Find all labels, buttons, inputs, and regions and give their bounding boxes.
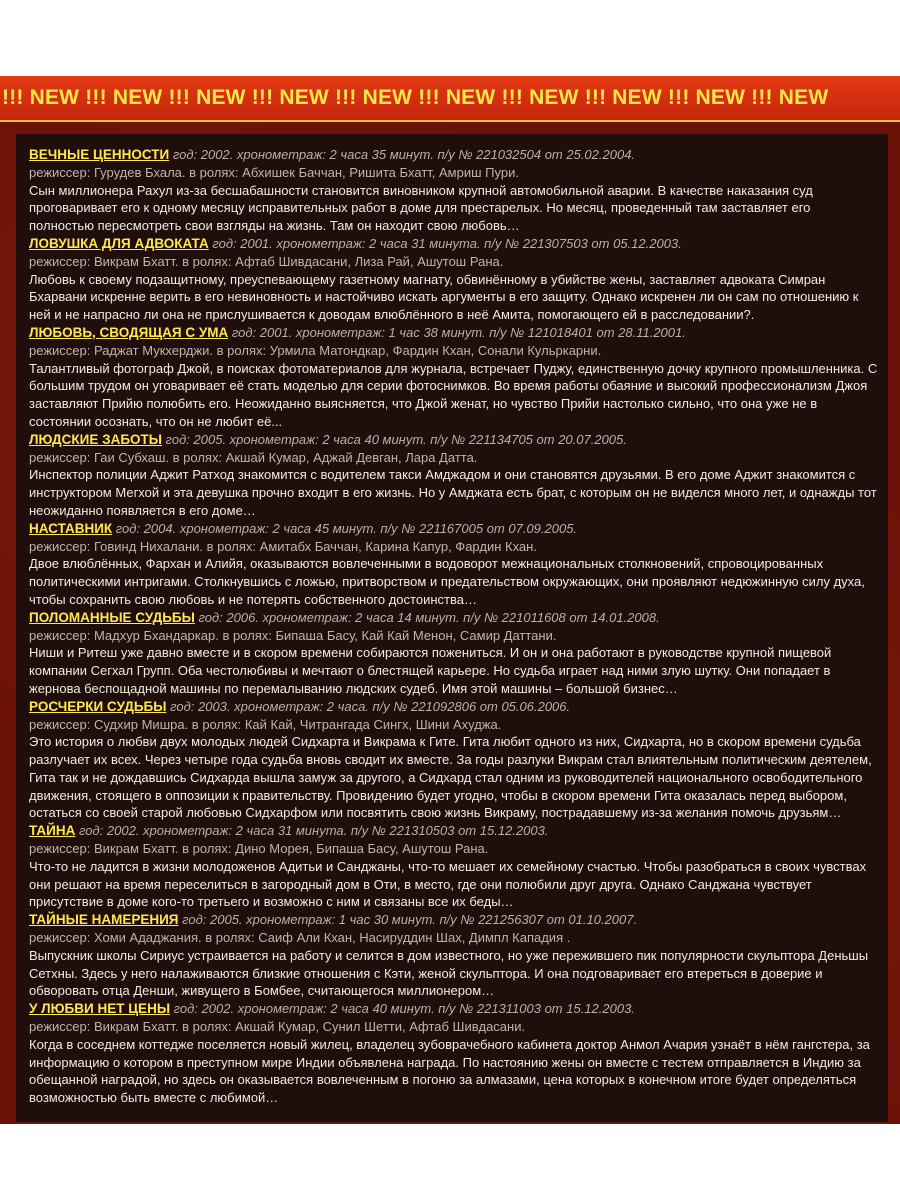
film-cast: режиссер: Викрам Бхатт. в ролях: Акшай Кумар, Сунил Шетти, Афтаб Шивдасани. (29, 1019, 526, 1035)
film-title: ЛЮДСКИЕ ЗАБОТЫ (29, 431, 162, 447)
film-title: ЛОВУШКА ДЛЯ АДВОКАТА (29, 235, 209, 251)
film-entry (29, 146, 878, 235)
film-title: РОСЧЕРКИ СУДЬБЫ (29, 698, 167, 714)
film-description: Ниши и Ритеш уже давно вместе и в скором времени собираются пожениться. И он и она работают в руководстве крупной пищевой компании Сегхал Групп. Оба честолюбивы и мечтают о блестящей карьере. Но судьба играет над ними злую шутку. Они попадает в жернова беспощадной машины по перемалыванию людских судеб. Имя этой машины – большой бизнес… (29, 645, 832, 696)
film-meta: год: 2002. хронометраж: 2 часа 40 минут. п/у № 221311003 от 15.12.2003. (173, 1001, 635, 1017)
film-description: Сын миллионера Рахул из-за бесшабашности становится виновником крупной автомобильной аварии. В качестве наказания суд проговаривает его к одному месяцу исправительных работ в доме для престарелых. Но месяц, проведенный там заставляет его полностью пересмотреть свои взгляды на жизнь. Там он находит свою любовь… (29, 182, 813, 234)
film-description: Когда в соседнем коттедже поселяется новый жилец, владелец зубоврачебного кабинета доктор Анмол Ачария узнаёт в нём гангстера, за информацию о котором в преступном мире Индии объявлена награда. По настоянию жены он вместе с тестем отправляется в Индию за обещанной наградой, но здесь он оказывается вовлеченным в погоню за алмазами, цена которых в конечном итоге будет определяться возможностью быть вместе с любимой… (29, 1036, 870, 1106)
film-meta: год: 2003. хронометраж: 2 часа. п/у № 221092806 от 05.06.2006. (170, 698, 571, 714)
film-meta: год: 2001. хронометраж: 1 час 38 минут. п/у № 121018401 от 28.11.2001. (231, 324, 686, 340)
film-description: Выпускник школы Сириус устраивается на работу и селится в дом известного, но уже пережившего пик популярности скульптора Деньшы Сетхны. Здесь у него налаживаются близкие отношения с Кэти, женой скульптора. И она подговаривает его втереться в доверие и обворовать отца Денши, живущего в Бомбее, считающегося миллионером… (29, 947, 869, 999)
dvd-cover-back (0, 76, 900, 1124)
film-title: ТАЙНА (29, 823, 76, 839)
film-title: ТАЙНЫЕ НАМЕРЕНИЯ (29, 912, 179, 928)
film-cast: режиссер: Хоми Ададжания. в ролях: Саиф Али Кхан, Насируддин Шах, Димпл Кападия . (29, 930, 571, 946)
film-meta: год: 2002. хронометраж: 2 часа 35 минут. п/у № 221032504 от 25.02.2004. (172, 147, 636, 162)
film-meta: год: 2002. хронометраж: 2 часа 31 минута. п/у № 221310503 от 15.12.2003. (78, 823, 549, 839)
film-description: Это история о любви двух молодых людей Сидхарта и Викрама к Гите. Гита любит одного из них, Сидхарта, но в скором времени судьба разлучает их всех. Через четыре года судьба вновь сводит их вместе. За годы разлуки Викрам стал влиятельным политическим деятелем, Гита так и не дождавшись Сидхарда вышла замуж за другого, а Сидхард стал одним из руководителей национального освободительного движения, стоящего в оппозиции к правительству. Провидению будет угодно, чтобы в скором времени Гита оказалась перед выбором, остаться со своей старой любовью Сидхарфом или посвятить свою жизнь Викраму, пострадавшему из-за желания помочь друзьям… (29, 734, 872, 821)
film-description: Инспектор полиции Аджит Ратход знакомится с водителем такси Амджадом и они становятся друзьями. В его доме Аджит знакомится с инструктором Мегхой и эта девушка прочно входит в его жизнь. Но у Амджата есть брат, с которым он не виделся много лет, и однажды тот неожиданно появляется в его доме… (29, 467, 877, 518)
film-entry (29, 698, 878, 823)
film-description: Любовь к своему подзащитному, преуспевающему газетному магнату, обвинённому в убийстве жены, заставляет адвоката Симран Бхарвани искренне верить в его невиновность и настойчиво искать аргументы в его защиту. Однако искренен ли он сам по отношению к ней и не напрасно ли она не прислушивается к доводам влюблённого в неё Амита, помогающего ей в расследовании?. (29, 271, 859, 323)
film-description: Талантливый фотограф Джой, в поисках фотоматериалов для журнала, встречает Пуджу, единственную дочку крупного промышленника. С большим трудом он уговаривает её стать моделью для серии фотоснимков. Во время работы обаяние и высокий профессионализм Джоя заставляют Прийю полюбить его. Неожиданно выясняется, что Джой женат, но чувство Прийи настолько сильно, что она уже не в состоянии осознать, что он не любит её... (29, 360, 878, 429)
film-cast: режиссер: Говинд Нихалани. в ролях: Амитабх Баччан, Карина Капур, Фардин Кхан. (29, 538, 537, 554)
film-entry (29, 324, 878, 431)
film-cast: режиссер: Мадхур Бхандаркар. в ролях: Бипаша Басу, Кай Кай Менон, Самир Даттани. (29, 627, 557, 643)
film-cast: режиссер: Судхир Мишра. в ролях: Кай Кай, Читрангада Сингх, Шини Ахуджа. (29, 716, 502, 732)
film-entry (29, 911, 878, 1000)
film-entry (29, 520, 878, 609)
film-meta: год: 2005. хронометраж: 2 часа 40 минут. п/у № 221134705 от 20.07.2005. (165, 431, 627, 447)
film-title: У ЛЮБВИ НЕТ ЦЕНЫ (29, 1001, 171, 1017)
film-meta: год: 2006. хронометраж: 2 часа 14 минут. п/у № 221011608 от 14.01.2008. (198, 609, 660, 625)
film-entry (29, 431, 878, 520)
film-cast: режиссер: Гурудев Бхала. в ролях: Абхишек Баччан, Ришита Бхатт, Амриш Пури. (29, 164, 519, 180)
film-entry (29, 235, 878, 324)
film-cast: режиссер: Викрам Бхатт. в ролях: Афтаб Шивдасани, Лиза Рай, Ашутош Рана. (29, 253, 504, 269)
film-description: Что-то не ладится в жизни молодоженов Адитьи и Санджаны, что-то мешает их семейному счастью. Чтобы разобраться в своих чувствах они решают на время переселиться в загородный дом в Оти, в место, где они полюбили друг друга. Однако Санджана чувствует присутствие в доме кого-то третьего и возможно с ним и связаны все их беды… (29, 858, 867, 910)
film-cast: режиссер: Раджат Мукхерджи. в ролях: Урмила Матондкар, Фардин Кхан, Сонали Кульркарни. (29, 342, 602, 358)
film-title: НАСТАВНИК (29, 520, 113, 536)
new-banner-text: !!! NEW !!! NEW !!! NEW !!! NEW !!! NEW !!! NEW !!! NEW !!! NEW !!! NEW !!! NEW (2, 86, 829, 109)
film-title: ВЕЧНЫЕ ЦЕННОСТИ (29, 147, 170, 162)
film-description: Двое влюблённых, Фархан и Алийя, оказываются вовлеченными в водоворот межнациональных столкновений, спровоцированных политическими интригами. Столкнувшись с ложью, притворством и предательством окружающих, они проявляют недюжинную силу духа, чтобы сохранить свою любовь и не потерять собственного достоинства… (29, 556, 865, 607)
film-entry (29, 1000, 878, 1107)
film-entry (29, 822, 878, 911)
film-list-panel (16, 134, 888, 1122)
new-banner (0, 76, 900, 122)
film-title: ПОЛОМАННЫЕ СУДЬБЫ (29, 609, 195, 625)
film-entry (29, 609, 878, 698)
film-title: ЛЮБОВЬ, СВОДЯЩАЯ С УМА (29, 324, 229, 340)
film-cast: режиссер: Викрам Бхатт. в ролях: Дино Морея, Бипаша Басу, Ашутош Рана. (29, 841, 489, 857)
film-meta: год: 2001. хронометраж: 2 часа 31 минута. п/у № 221307503 от 05.12.2003. (212, 235, 682, 251)
film-meta: год: 2005. хронометраж: 1 час 30 минут. п/у № 221256307 от 01.10.2007. (182, 912, 638, 928)
film-cast: режиссер: Гаи Субхаш. в ролях: Акшай Кумар, Аджай Девган, Лара Датта. (29, 449, 478, 465)
film-list (29, 146, 878, 1107)
film-meta: год: 2004. хронометраж: 2 часа 45 минут. п/у № 221167005 от 07.09.2005. (115, 520, 578, 536)
